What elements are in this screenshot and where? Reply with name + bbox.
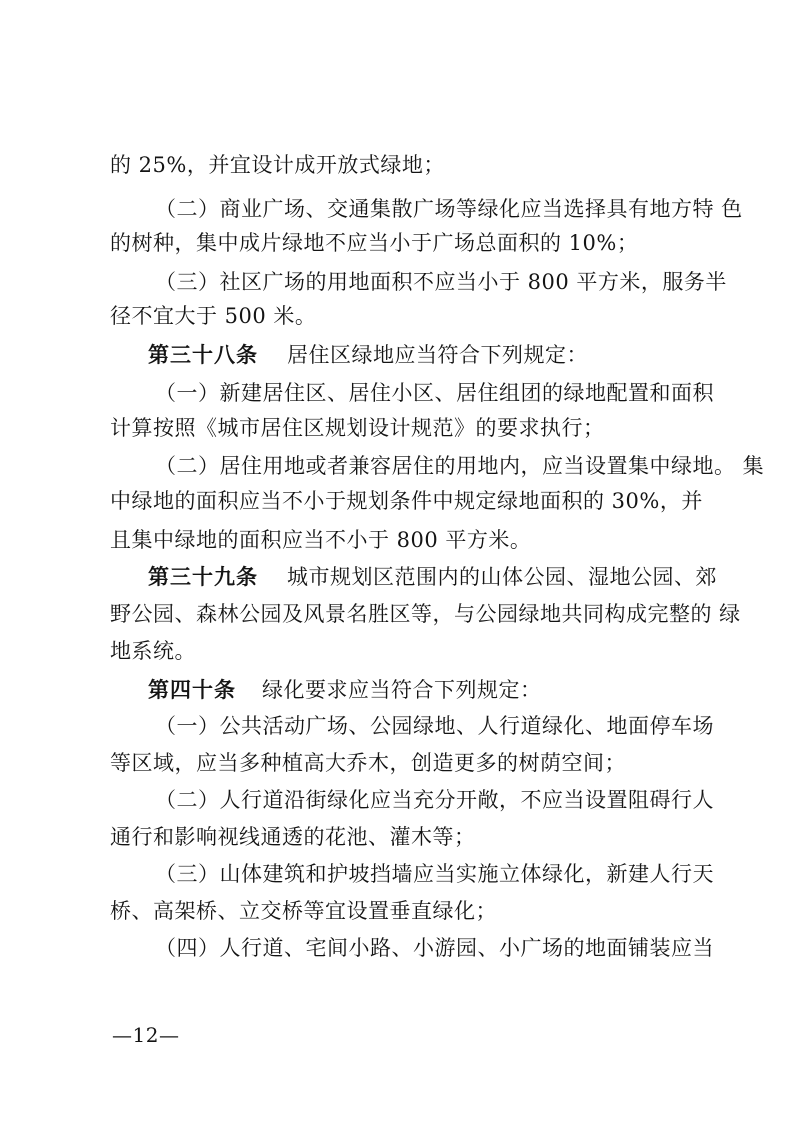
line-text: 居住区绿地应当符合下列规定： — [287, 343, 588, 367]
line-text: 计算按照《城市居住区规划设计规范》的要求执行； — [110, 416, 605, 440]
line-text: （四）人行道、宅间小路、小游园、小广场的地面铺装应当 — [155, 936, 714, 960]
text-line-21 — [0, 891, 800, 931]
line-text: （二）商业广场、交通集散广场等绿化应当选择具有地方特 色 — [155, 197, 743, 221]
text-line-17 — [0, 743, 800, 783]
text-line-7 — [0, 373, 800, 413]
line-text: 地系统。 — [110, 639, 196, 663]
line-text: （三）山体建筑和护坡挡墙应当实施立体绿化，新建人行天 — [155, 862, 714, 886]
page-number: —12— — [112, 1023, 180, 1047]
line-text: （一）公共活动广场、公园绿地、人行道绿化、地面停车场 — [155, 714, 714, 738]
article-40-title: 第四十条 — [148, 678, 236, 702]
line-text: 绿化要求应当符合下列规定： — [262, 678, 542, 702]
text-line-5 — [0, 296, 800, 336]
line-text: 桥、高架桥、立交桥等宜设置垂直绿化； — [110, 899, 497, 923]
text-line-22 — [0, 928, 800, 968]
text-line-14 — [0, 631, 800, 671]
line-text: 等区域，应当多种植高大乔木，创造更多的树荫空间； — [110, 751, 626, 775]
line-text: 且集中绿地的面积应当不小于 800 平方米。 — [110, 528, 532, 552]
text-line-3 — [0, 223, 800, 263]
line-text: 的 25%，并宜设计成开放式绿地； — [110, 153, 445, 177]
text-line-13 — [0, 594, 800, 634]
line-text: （三）社区广场的用地面积不应当小于 800 平方米，服务半 — [155, 270, 727, 294]
text-line-11 — [0, 520, 800, 560]
text-line-20 — [0, 854, 800, 894]
line-text: （一）新建居住区、居住小区、居住组团的绿地配置和面积 — [155, 381, 714, 405]
line-text: 径不宜大于 500 米。 — [110, 304, 317, 328]
line-text: 通行和影响视线通透的花池、灌木等； — [110, 825, 476, 849]
text-line-16 — [0, 706, 800, 746]
text-line-1 — [0, 145, 800, 185]
line-text: 的树种，集中成片绿地不应当小于广场总面积的 10%； — [110, 231, 639, 255]
line-text: 城市规划区范围内的山体公园、湿地公园、郊 — [287, 565, 717, 589]
text-line-19 — [0, 817, 800, 857]
text-line-9 — [0, 446, 800, 486]
text-line-18 — [0, 780, 800, 820]
article-38-title: 第三十八条 — [148, 343, 258, 367]
article-39-line — [0, 557, 800, 597]
article-40-line — [0, 670, 800, 710]
line-text: 中绿地的面积应当不小于规划条件中规定绿地面积的 30%，并 — [110, 489, 703, 513]
line-text: 野公园、森林公园及风景名胜区等，与公园绿地共同构成完整的 绿 — [110, 602, 741, 626]
article-39-title: 第三十九条 — [148, 565, 258, 589]
line-text: （二）人行道沿街绿化应当充分开敞，不应当设置阻碍行人 — [155, 788, 714, 812]
line-text: （二）居住用地或者兼容居住的用地内，应当设置集中绿地。 集 — [155, 454, 765, 478]
text-line-10 — [0, 481, 800, 521]
text-line-8 — [0, 408, 800, 448]
article-38-line — [0, 335, 800, 375]
